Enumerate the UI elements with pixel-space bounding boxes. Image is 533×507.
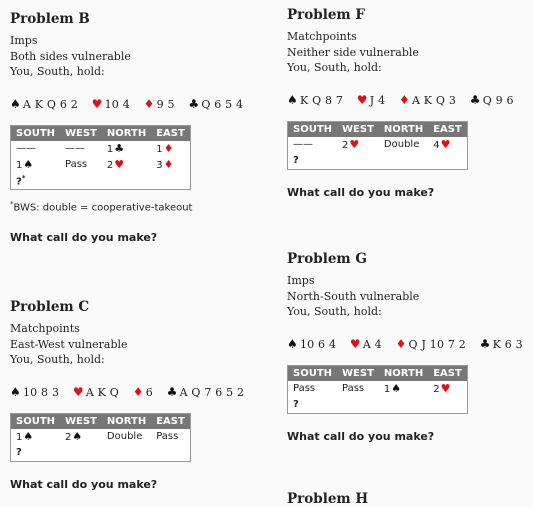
diamond-icon: ♦ (398, 92, 410, 107)
club-icon: ♣ (469, 92, 481, 107)
hand (287, 336, 523, 352)
header-east: EAST (151, 125, 190, 141)
diamonds-holding: 6 (145, 385, 153, 399)
spade-icon: ♠ (23, 430, 34, 443)
problem-b (10, 11, 242, 244)
call: Pass (65, 159, 88, 170)
hearts-holding: A K Q (85, 385, 120, 399)
auction-row (288, 381, 468, 397)
auction-header (11, 413, 191, 429)
heart-icon: ♥ (114, 158, 125, 171)
problem-title: Problem G (287, 251, 367, 267)
call: 2♥ (106, 158, 125, 171)
club-icon: ♣ (479, 336, 491, 351)
header-east: EAST (151, 413, 190, 429)
auction-table (10, 125, 191, 190)
hold-prompt: You, South, hold: (10, 353, 105, 366)
header-north: NORTH (102, 413, 151, 429)
problem-c (10, 299, 245, 491)
call: 4♥ (433, 138, 451, 151)
header-north: NORTH (379, 121, 428, 137)
call: Pass (342, 383, 365, 394)
header-west: WEST (337, 121, 379, 137)
hearts-holding: J 4 (369, 93, 386, 107)
call: Pass (293, 383, 316, 394)
heart-icon: ♥ (72, 384, 84, 399)
header-north: NORTH (379, 365, 428, 381)
header-south: SOUTH (11, 125, 61, 141)
club-icon: ♣ (114, 142, 125, 155)
problem-h (287, 491, 519, 507)
call: 1♠ (16, 430, 34, 443)
spades-holding: 10 8 3 (22, 385, 60, 399)
call-question: ?* (16, 173, 26, 188)
hearts-holding: A 4 (362, 337, 382, 351)
auction-row (288, 137, 468, 153)
hold-prompt: You, South, hold: (287, 61, 382, 74)
auction-header (288, 365, 468, 381)
problem-f (287, 7, 519, 199)
diamonds-holding: Q J 10 7 2 (408, 337, 466, 351)
heart-icon: ♥ (356, 92, 368, 107)
question: What call do you make? (10, 477, 158, 491)
call: Double (383, 139, 420, 150)
clubs-holding: Q 6 5 4 (201, 97, 244, 111)
scoring: Imps (287, 274, 315, 287)
spades-holding: K Q 8 7 (299, 93, 344, 107)
problem-title: Problem H (287, 491, 369, 507)
vulnerability: North-South vulnerable (287, 289, 420, 303)
problem-meta (287, 273, 519, 320)
auction-row (11, 157, 191, 173)
call: 1♦ (156, 142, 174, 155)
clubs-holding: Q 9 6 (482, 93, 514, 107)
call: —— (16, 143, 36, 154)
diamond-icon: ♦ (132, 384, 144, 399)
auction-row (11, 429, 191, 445)
spade-icon: ♠ (72, 430, 83, 443)
call-question: ? (293, 399, 299, 410)
call-question: ? (16, 447, 22, 458)
header-south: SOUTH (288, 365, 338, 381)
club-icon: ♣ (188, 96, 200, 111)
auction-row (288, 153, 468, 170)
problem-meta (287, 29, 519, 76)
diamonds-holding: A K Q 3 (411, 93, 457, 107)
heart-icon: ♥ (349, 138, 360, 151)
auction-table (287, 121, 468, 170)
problem-meta (10, 321, 242, 368)
problem-meta (10, 33, 242, 80)
header-east: EAST (428, 365, 467, 381)
call-question: ? (293, 155, 299, 166)
problem-title: Problem F (287, 7, 365, 23)
call: 1♠ (383, 382, 402, 395)
call: Double (106, 431, 143, 442)
auction-row (11, 173, 191, 190)
clubs-holding: K 6 3 (492, 337, 523, 351)
header-west: WEST (337, 365, 379, 381)
footnote: *BWS: double = cooperative-takeout (10, 199, 193, 213)
question: What call do you make? (287, 429, 435, 443)
auction-header (11, 125, 191, 141)
call: 2♥ (342, 138, 360, 151)
hearts-holding: 10 4 (104, 97, 130, 111)
scoring: Imps (10, 34, 38, 47)
auction-row (11, 445, 191, 462)
header-south: SOUTH (288, 121, 338, 137)
auction-table (10, 413, 191, 462)
question: What call do you make? (287, 185, 435, 199)
call: 1♠ (16, 158, 34, 171)
diamond-icon: ♦ (143, 96, 155, 111)
diamonds-holding: 9 5 (156, 97, 175, 111)
heart-icon: ♥ (440, 382, 451, 395)
call: 3♦ (156, 158, 174, 171)
diamond-icon: ♦ (395, 336, 407, 351)
heart-icon: ♥ (440, 138, 451, 151)
hand (10, 97, 242, 112)
auction-row (11, 141, 191, 157)
call: 2♥ (433, 382, 451, 395)
question: What call do you make? (10, 230, 158, 244)
header-east: EAST (428, 121, 467, 137)
diamond-icon: ♦ (163, 142, 174, 155)
problem-title: Problem C (10, 299, 90, 315)
auction-header (288, 121, 468, 137)
call: Pass (156, 431, 179, 442)
diamond-icon: ♦ (163, 158, 174, 171)
hold-prompt: You, South, hold: (10, 65, 105, 78)
club-icon: ♣ (166, 384, 178, 399)
problem-g (287, 251, 523, 443)
spade-icon: ♠ (287, 336, 298, 351)
call: 2♠ (65, 430, 83, 443)
spades-holding: 10 6 4 (299, 337, 337, 351)
hand (10, 384, 245, 400)
spade-icon: ♠ (23, 158, 34, 171)
auction-row (288, 397, 468, 414)
heart-icon: ♥ (349, 336, 361, 351)
header-north: NORTH (102, 125, 151, 141)
call: —— (65, 143, 86, 154)
auction-table (287, 365, 468, 414)
header-west: WEST (60, 125, 102, 141)
vulnerability: East-West vulnerable (10, 337, 128, 351)
scoring: Matchpoints (10, 322, 80, 335)
clubs-holding: A Q 7 6 5 2 (179, 385, 245, 399)
spade-icon: ♠ (287, 92, 298, 107)
call: 1♣ (106, 142, 125, 155)
spades-holding: A K Q 6 2 (22, 97, 78, 111)
spade-icon: ♠ (10, 96, 21, 111)
spade-icon: ♠ (391, 382, 402, 395)
heart-icon: ♥ (91, 96, 103, 111)
scoring: Matchpoints (287, 30, 357, 43)
vulnerability: Both sides vulnerable (10, 49, 131, 63)
spade-icon: ♠ (10, 384, 21, 399)
hold-prompt: You, South, hold: (287, 305, 382, 318)
header-west: WEST (60, 413, 102, 429)
hand (287, 93, 519, 108)
vulnerability: Neither side vulnerable (287, 45, 419, 59)
call: —— (293, 139, 313, 150)
header-south: SOUTH (11, 413, 61, 429)
problem-title: Problem B (10, 11, 90, 27)
